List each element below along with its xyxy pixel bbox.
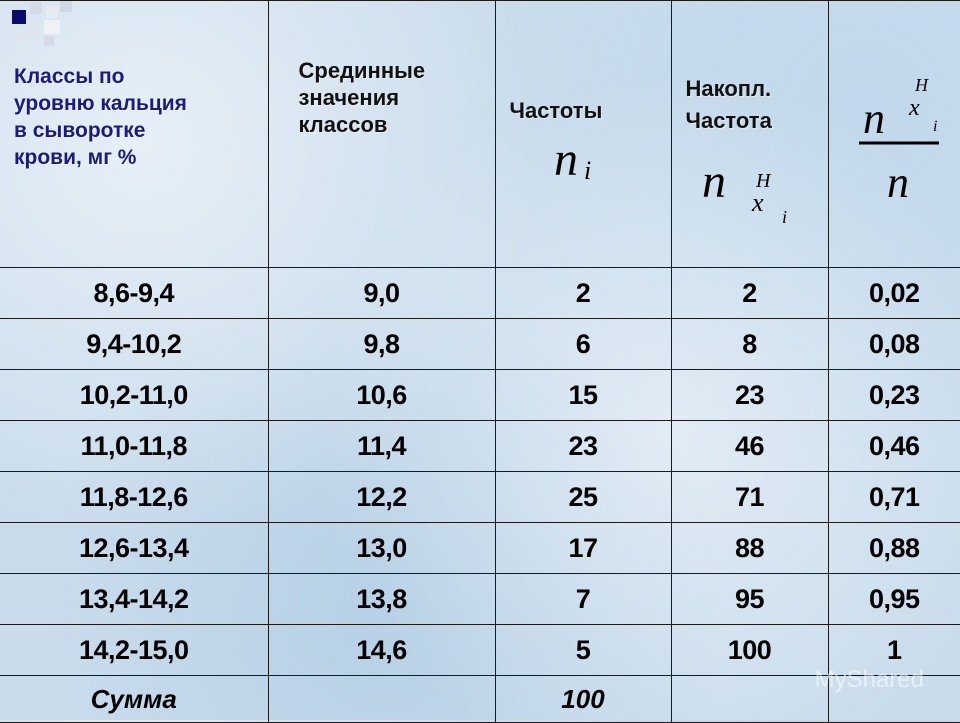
relative-cumulative-cell: 0,08 [828, 319, 960, 370]
class-range-cell: 12,6-13,4 [0, 523, 268, 574]
symbol-subscript-i: i [933, 118, 937, 135]
watermark-text: MyShared [815, 666, 924, 694]
frequency-symbol [496, 1, 672, 267]
table-body [0, 268, 960, 676]
cumulative-frequency-cell: 88 [671, 523, 828, 574]
table-row [0, 319, 960, 370]
table-row [0, 625, 960, 676]
relative-cumulative-cell: 1 [828, 625, 960, 676]
cumulative-frequency-cell: 23 [671, 370, 828, 421]
table-row [0, 574, 960, 625]
table-row [0, 421, 960, 472]
class-range-cell: 11,0-11,8 [0, 421, 268, 472]
table-row [0, 523, 960, 574]
frequency-cell: 2 [495, 268, 671, 319]
header-frequency-text: Частоты [510, 97, 603, 124]
class-range-cell: 9,4-10,2 [0, 319, 268, 370]
frequency-cell: 15 [495, 370, 671, 421]
frequency-cell: 5 [495, 625, 671, 676]
frequency-cell: 6 [495, 319, 671, 370]
symbol-x: x [751, 188, 764, 217]
header-midpoints-text: Срединные значения классов [299, 57, 426, 138]
class-range-cell: 14,2-15,0 [0, 625, 268, 676]
symbol-sup-h: Н [914, 75, 929, 95]
symbol-sup-h: Н [755, 170, 772, 192]
symbol-x: x [908, 95, 920, 121]
table-row [0, 370, 960, 421]
class-range-cell: 8,6-9,4 [0, 268, 268, 319]
class-midpoint-cell: 12,2 [268, 472, 495, 523]
symbol-n: n [554, 133, 578, 186]
cumulative-frequency-cell: 71 [671, 472, 828, 523]
sum-empty [671, 676, 828, 723]
frequency-cell: 23 [495, 421, 671, 472]
table-row [0, 268, 960, 319]
relative-cumulative-cell: 0,23 [828, 370, 960, 421]
symbol-n: n [863, 94, 885, 143]
cumulative-symbol [672, 1, 829, 267]
symbol-subscript-i: i [782, 207, 787, 227]
frequency-cell: 17 [495, 523, 671, 574]
relative-cumulative-cell: 0,02 [828, 268, 960, 319]
sum-label: Сумма [0, 676, 268, 723]
frequency-cell: 7 [495, 574, 671, 625]
frequency-cell: 25 [495, 472, 671, 523]
class-midpoint-cell: 13,8 [268, 574, 495, 625]
header-row [0, 1, 960, 268]
relative-cumulative-cell: 0,71 [828, 472, 960, 523]
relative-formula [829, 1, 960, 267]
header-classes-text: Классы по уровню кальция в сыворотке крови, мг % [14, 63, 187, 171]
class-midpoint-cell: 9,0 [268, 268, 495, 319]
symbol-subscript-i: i [584, 156, 591, 185]
sum-row [0, 676, 960, 723]
sum-empty [828, 676, 960, 723]
class-range-cell: 11,8-12,6 [0, 472, 268, 523]
class-midpoint-cell: 13,0 [268, 523, 495, 574]
sum-frequency: 100 [495, 676, 671, 723]
header-frequency [495, 1, 671, 268]
header-cumulative-text: Накопл. Частота [686, 73, 772, 137]
header-classes [0, 1, 268, 268]
header-midpoints [268, 1, 495, 268]
symbol-n: n [702, 155, 726, 208]
header-relative [828, 1, 960, 268]
relative-cumulative-cell: 0,95 [828, 574, 960, 625]
relative-cumulative-cell: 0,46 [828, 421, 960, 472]
class-range-cell: 10,2-11,0 [0, 370, 268, 421]
table-row [0, 472, 960, 523]
symbol-n: n [887, 158, 909, 207]
sum-empty [268, 676, 495, 723]
cumulative-frequency-cell: 8 [671, 319, 828, 370]
class-midpoint-cell: 10,6 [268, 370, 495, 421]
class-range-cell: 13,4-14,2 [0, 574, 268, 625]
class-midpoint-cell: 14,6 [268, 625, 495, 676]
cumulative-frequency-cell: 2 [671, 268, 828, 319]
class-midpoint-cell: 11,4 [268, 421, 495, 472]
class-midpoint-cell: 9,8 [268, 319, 495, 370]
cumulative-frequency-cell: 95 [671, 574, 828, 625]
cumulative-frequency-cell: 100 [671, 625, 828, 676]
relative-cumulative-cell: 0,88 [828, 523, 960, 574]
header-cumulative [671, 1, 828, 268]
cumulative-frequency-cell: 46 [671, 421, 828, 472]
